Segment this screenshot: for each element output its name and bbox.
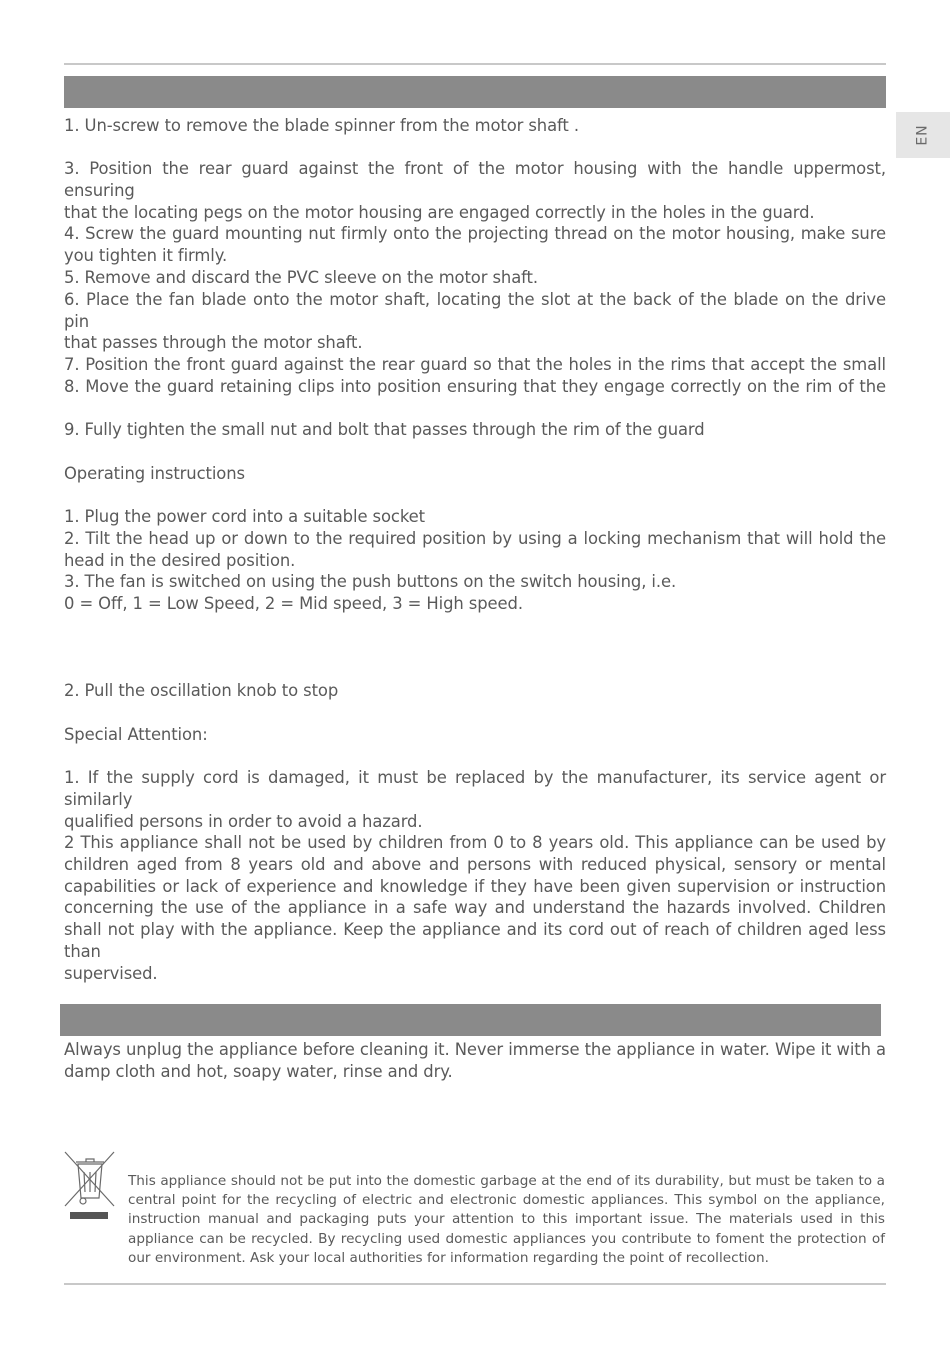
oscillation-step-2: 2. Pull the oscillation knob to stop: [64, 681, 339, 700]
assembly-step-9: 9. Fully tighten the small nut and bolt that passes through the rim of the guard: [64, 420, 705, 439]
step-6-line-1: 6. Place the fan blade onto the motor shaft, locating the slot at the back of the blade on the drive pin: [64, 289, 886, 331]
operating-step-3-line-1: 3. The fan is switched on using the push buttons on the switch housing, i.e.: [64, 572, 677, 592]
attention-item-1: [64, 767, 886, 832]
step-7: 7. Position the front guard against the rear guard so that the holes in the rims that accept the small: [64, 355, 886, 375]
step-4-line-1: 4. Screw the guard mounting nut firmly onto the projecting thread on the motor housing, make sure: [64, 224, 886, 244]
crossed-out-wheelie-bin-icon: [64, 1150, 116, 1222]
attention-item-2: 2 This appliance shall not be used by children from 0 to 8 years old. This appliance can be used by children aged from 8 years old and above and persons with reduced physical, sensory or mental capabilities or lack of experience and knowledge if they have been given supervision or instruction concerning the use of the appliance in a safe way and understand the hazards involved. Children shall not play with the appliance. Keep the appliance and its cord out of reach of children aged less than: [64, 833, 886, 961]
step-6-line-2: that passes through the motor shaft.: [64, 333, 363, 353]
step-5: 5. Remove and discard the PVC sleeve on the motor shaft.: [64, 267, 538, 287]
assembly-step-8: 8. Move the guard retaining clips into position ensuring that they engage correctly on the rim of the: [64, 377, 886, 396]
step-4-line-2: you tighten it firmly.: [64, 246, 228, 266]
language-tab-label: EN: [914, 124, 931, 146]
attention-item-1-line-2: qualified persons in order to avoid a hazard.: [64, 811, 423, 831]
attention-heading: Special Attention:: [64, 725, 208, 744]
section-header-bar: [64, 76, 886, 108]
operating-steps: [64, 506, 886, 615]
attention-item-1-line-1: 1. If the supply cord is damaged, it must be replaced by the manufacturer, its service agent or similarly: [64, 768, 886, 809]
language-tab[interactable]: [896, 112, 950, 158]
bottom-rule: [64, 1283, 886, 1285]
operating-step-2-line-1: 2. Tilt the head up or down to the required position by using a locking mechanism that will hold the: [64, 528, 886, 548]
operating-heading: Operating instructions: [64, 464, 245, 483]
cleaning-text: Always unplug the appliance before cleaning it. Never immerse the appliance in water. Wipe it with a damp cloth and hot, soapy water, rinse and dry.: [64, 1040, 886, 1081]
step-3-line-1: 3. Position the rear guard against the front of the motor housing with the handle uppermost, ensuring: [64, 159, 886, 200]
assembly-step-1: 1. Un-screw to remove the blade spinner from the motor shaft .: [64, 116, 579, 135]
operating-step-2-line-2: head in the desired position.: [64, 550, 296, 570]
disposal-text: This appliance should not be put into the domestic garbage at the end of its durability, but must be taken to a central point for the recycling of electric and electronic domestic appliances. This symbol on the appliance, instruction manual and packaging puts your attention to this important issue. The materials used in this appliance can be recycled. By recycling used domestic appliances you contribute to foment the protection of our environment. Ask your local authorities for information regarding the point of recollection.: [128, 1173, 885, 1266]
operating-step-3-line-2: 0 = Off, 1 = Low Speed, 2 = Mid speed, 3 = High speed.: [64, 594, 523, 614]
assembly-steps-3-7: [64, 158, 886, 376]
top-rule: [64, 63, 886, 65]
step-3-line-2: that the locating pegs on the motor housing are engaged correctly in the holes in the guard.: [64, 202, 815, 222]
attention-item-2-end: supervised.: [64, 964, 158, 983]
cleaning-section-bar: [60, 1004, 881, 1036]
operating-step-1: 1. Plug the power cord into a suitable socket: [64, 507, 425, 526]
